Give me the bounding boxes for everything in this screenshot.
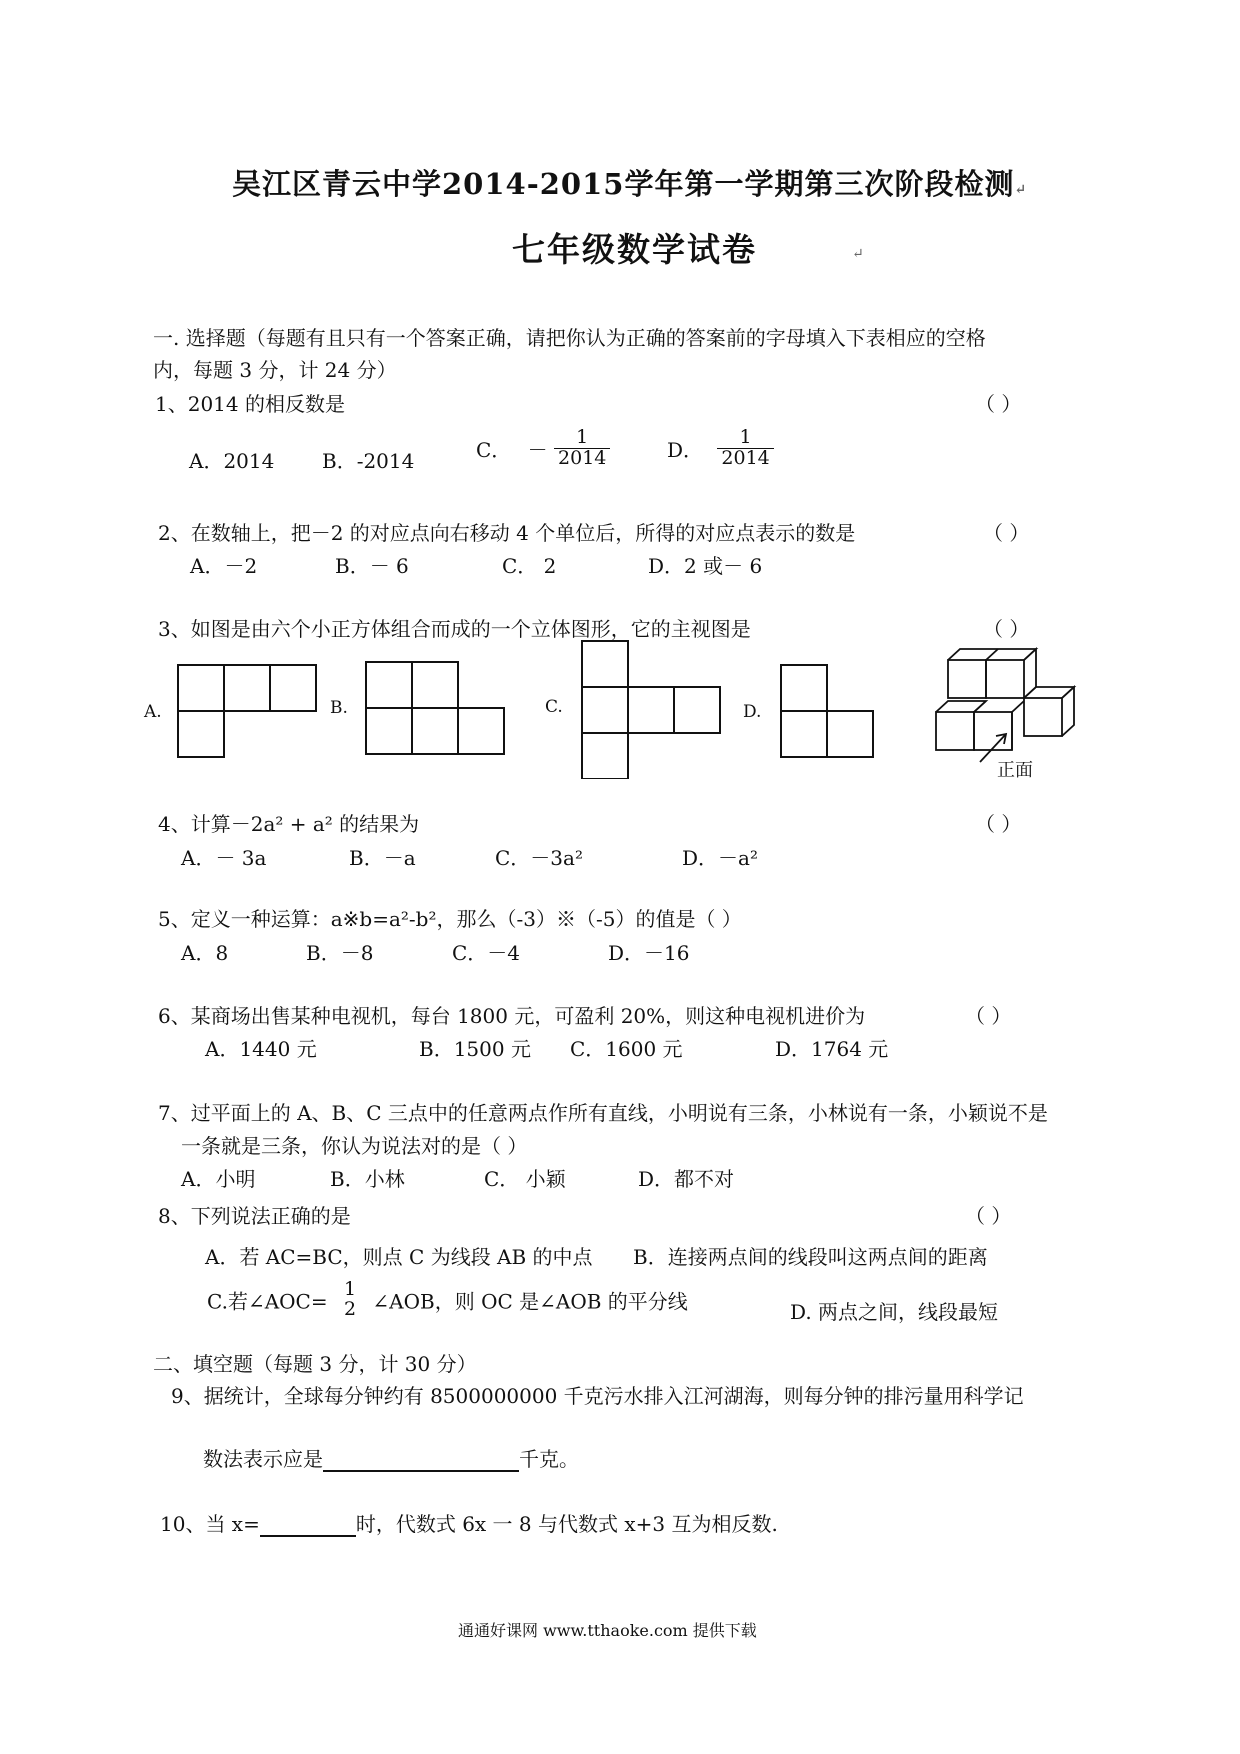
q3-option-a-label: A. [144,702,162,722]
exam-title: 吴江区青云中学2014-2015学年第一学期第三次阶段检测↵ [232,167,1028,201]
q3-option-c-label: C. [545,697,563,717]
section1-instructions-line1: 一. 选择题（每题有且只有一个答案正确，请把你认为正确的答案前的字母填入下表相应的空格 [153,326,986,350]
q2-stem: 2、在数轴上，把－2 的对应点向右移动 4 个单位后，所得的对应点表示的数是 [158,521,856,545]
q4-option-c: C．－3a² [495,846,583,870]
q6-option-b: B．1500 元 [419,1037,531,1061]
q3-answer-paren: （ ） [983,617,1030,641]
q1-option-b: B．-2014 [322,449,415,473]
q6-option-d: D．1764 元 [775,1037,889,1061]
q9-stem-line1: 9、据统计，全球每分钟约有 8500000000 千克污水排入江河湖海，则每分钟的排污量用科学记 [171,1384,1024,1408]
q5-option-b: B．－8 [306,941,374,965]
q4-option-b: B．－a [349,846,416,870]
q7-option-b: B．小林 [330,1167,405,1191]
q2-option-c: C． 2 [502,554,557,578]
q5-option-a: A．8 [181,941,229,965]
q8-option-a: A．若 AC=BC，则点 C 为线段 AB 的中点 [205,1245,593,1269]
q6-option-a: A．1440 元 [205,1037,317,1061]
q4-stem: 4、计算－2a² + a² 的结果为 [158,812,420,836]
q5-option-d: D．－16 [608,941,690,965]
q3-option-c-figure [580,639,724,779]
q7-option-c: C． 小颖 [484,1167,566,1191]
q3-option-d-label: D. [743,702,762,722]
q10-stem: 10、当 x= 时，代数式 6x 一 8 与代数式 x+3 互为相反数. [160,1512,778,1536]
q1-option-d: D． $\frac{1}{2014}$ [667,428,774,469]
section1-instructions-line2: 内，每题 3 分，计 24 分） [153,358,397,382]
q4-option-d: D．－a² [682,846,758,870]
q8-answer-paren: （ ） [965,1204,1012,1228]
q4-option-a: A．－ 3a [181,846,267,870]
q7-option-a: A．小明 [181,1167,256,1191]
q2-option-a: A．－2 [190,554,258,578]
q7-option-d: D．都不对 [638,1167,735,1191]
q3-option-d-figure [779,663,875,759]
q7-stem-line1: 7、过平面上的 A、B、C 三点中的任意两点作所有直线，小明说有三条，小林说有一条，小颖说不是 [158,1101,1048,1125]
q6-answer-paren: （ ） [965,1004,1012,1028]
q2-option-b: B．－ 6 [335,554,409,578]
q2-answer-paren: （ ） [983,521,1030,545]
q8-option-d: D. 两点之间，线段最短 [790,1300,999,1324]
return-mark: ↵ [852,246,864,262]
footer-source: 通通好课网 www.tthaoke.com 提供下载 [458,1621,757,1640]
q8-stem: 8、下列说法正确的是 [158,1204,351,1228]
q7-stem-line2: 一条就是三条，你认为说法对的是（ ） [181,1134,528,1158]
q3-option-a-figure [176,663,322,759]
q9-stem-line2: 数法表示应是 千克。 [203,1447,579,1471]
section2-title: 二、填空题（每题 3 分，计 30 分） [153,1352,477,1376]
q1-stem: 1、2014 的相反数是 [155,392,345,416]
q3-stem: 3、如图是由六个小正方体组合而成的一个立体图形，它的主视图是 [158,617,751,641]
q3-front-label: 正面 [997,760,1033,781]
q4-answer-paren: （ ） [975,812,1022,836]
q9-answer-blank[interactable] [323,1448,519,1472]
q5-option-c: C．－4 [452,941,521,965]
q3-option-b-figure [364,660,508,756]
q8-option-c: C.若∠AOC= 1 2 ∠AOB，则 OC 是∠AOB 的平分线 [207,1278,688,1320]
q10-answer-blank[interactable] [260,1513,356,1537]
q6-stem: 6、某商场出售某种电视机，每台 1800 元，可盈利 20%，则这种电视机进价为 [158,1004,866,1028]
exam-subtitle: 七年级数学试卷 [512,230,757,269]
q3-option-b-label: B. [330,698,348,718]
q5-stem: 5、定义一种运算：a※b=a²-b²，那么（-3）※（-5）的值是（ ） [158,907,742,931]
q2-option-d: D．2 或－ 6 [648,554,763,578]
q1-answer-paren: （ ） [975,392,1022,416]
q8-option-b: B．连接两点间的线段叫这两点间的距离 [633,1245,988,1269]
q1-option-a: A．2014 [189,449,275,473]
q1-option-c: C． － $\frac{1}{2014}$ [476,428,610,469]
q6-option-c: C．1600 元 [570,1037,683,1061]
q3-solid-figure [930,640,1080,765]
